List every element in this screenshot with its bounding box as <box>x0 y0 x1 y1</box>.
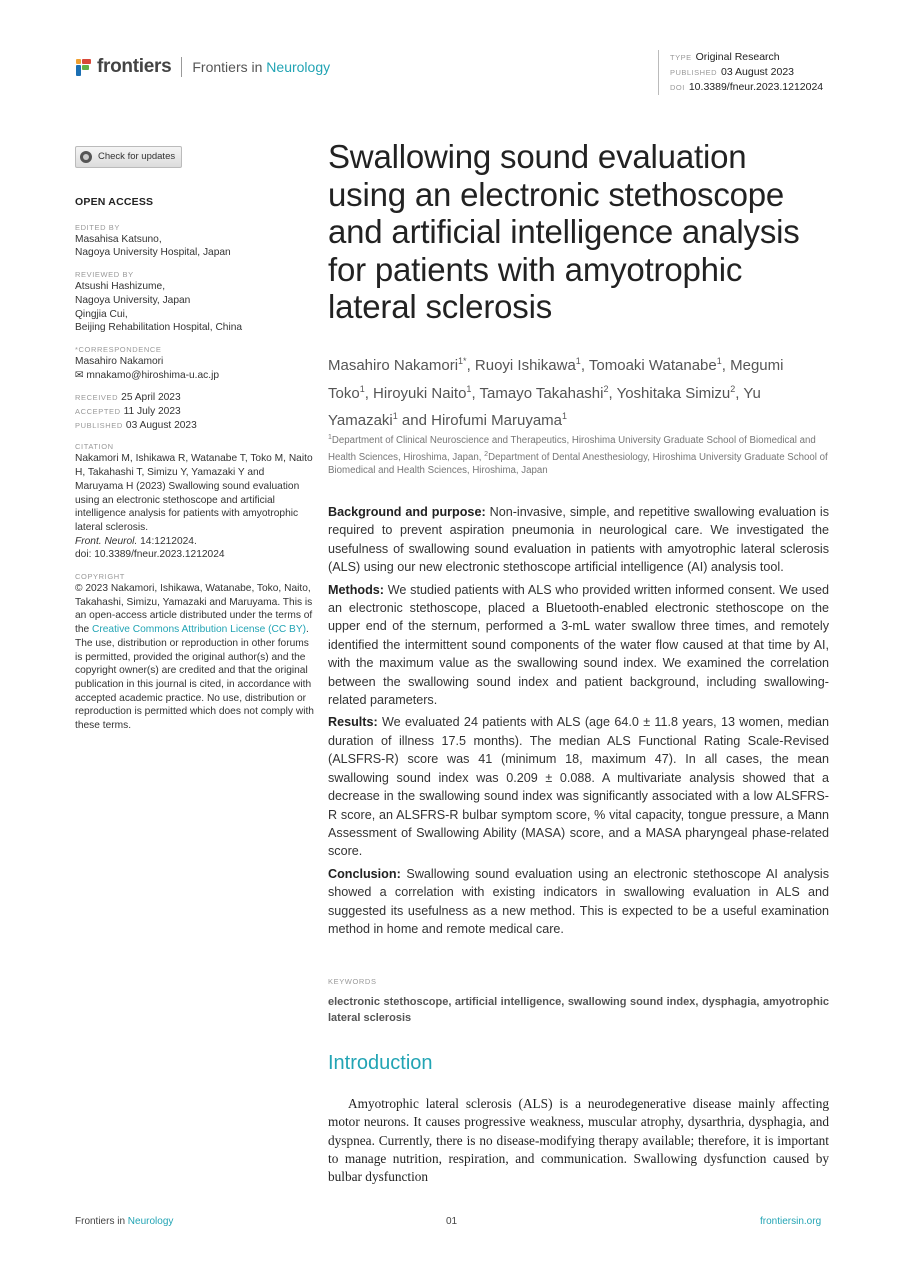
introduction-paragraph: Amyotrophic lateral sclerosis (ALS) is a neurodegenerative disease mainly affecting motor neurons. It causes progressive weakness, muscular atrophy, dysarthria, dysphagia, and dyspnea. Currently, there is no disease-modifying therapy available; therefore, it is important to manage nutrition, respiration, and communication. Swallowing dysfunction caused by bulbar dysfunction <box>328 1096 829 1185</box>
citation-text: Nakamori M, Ishikawa R, Watanabe T, Toko M, Naito H, Takahashi T, Simizu Y, Yamazaki Y and Maruyama H (2023) Swallowing sound evaluation using an electronic stethoscope and artificial intelligence analysis for patients with amyotrophic lateral sclerosis. Front. Neurol. 14:1212024. doi: 10.3389/fneur.2023.1212024 <box>75 453 313 561</box>
citation-label: CITATION <box>75 442 114 452</box>
abstract-methods: Methods: We studied patients with ALS who provided written informed consent. We used an electronic stethoscope, placed a Bluetooth-enabled electronic stethoscope on the upper end of the sternum, performed a 3-mL water swallow three times, and remotely identified the intermittent sound components of the water flow caused at that time by AI, with the maximum value as the swallowing sound index. We examined the correlation between the swallowing sound index and patient background, including swallowing-related parameters. <box>328 582 829 708</box>
author-name[interactable]: Masahiro Nakamori <box>328 357 459 374</box>
page-number: 01 <box>446 1216 458 1227</box>
reviewer-info: Atsushi Hashizume, Nagoya University, Japan Qingjia Cui, Beijing Rehabilitation Hospital, China <box>75 281 243 334</box>
abstract-background: Background and purpose: Non-invasive, simple, and repetitive swallowing evaluation is required to prevent aspiration pneumonia in neurological care. We investigated the usefulness of swallowing sound evaluation in patients with amyotrophic lateral sclerosis (ALS) using our new electronic stethoscope artificial intelligence (AI) analysis tool. <box>328 505 830 575</box>
author-list <box>328 350 828 433</box>
author-name[interactable]: Tomoaki Watanabe <box>588 357 717 374</box>
journal-logo[interactable] <box>75 55 330 79</box>
introduction-heading: Introduction <box>328 1052 433 1074</box>
open-access-label: OPEN ACCESS <box>75 196 154 208</box>
article-type: Original Research <box>695 51 780 63</box>
logo-divider <box>181 57 182 77</box>
author-name[interactable]: Hirofumi Maruyama <box>431 412 563 429</box>
author-separator: , <box>580 357 589 374</box>
author-separator: , <box>364 384 374 402</box>
correspondence-info: Masahiro Nakamori ✉ mnakamo@hiroshima-u.ac.jp <box>75 355 315 382</box>
sidebar-published-date: 03 August 2023 <box>125 419 197 431</box>
copyright-label: COPYRIGHT <box>75 572 125 582</box>
abstract <box>328 503 829 942</box>
check-for-updates-button[interactable]: Check for updates <box>75 146 182 168</box>
author-affiliation-marker: 1 <box>716 356 722 366</box>
author-affiliation-marker: 2 <box>730 383 736 394</box>
article-title: Swallowing sound evaluation using an electronic stethoscope and artificial intelligence analysis for patients with amyotrophic lateral sclerosis <box>328 138 800 325</box>
doi-link[interactable]: 10.3389/fneur.2023.1212024 <box>688 81 824 93</box>
reviewed-by-label: REVIEWED BY <box>75 270 134 280</box>
author-name[interactable]: Yu Yamazaki <box>328 384 761 429</box>
published-date: 03 August 2023 <box>721 66 794 78</box>
keywords-label: KEYWORDS <box>328 977 377 986</box>
author-affiliation-marker: 1 <box>466 383 472 394</box>
author-name[interactable]: Ruoyi Ishikawa <box>474 357 576 374</box>
article-meta: TYPE Original Research PUBLISHED 03 August 2023 DOI 10.3389/fneur.2023.1212024 <box>658 50 823 95</box>
author-separator: , <box>608 384 617 402</box>
author-name[interactable]: Megumi Toko <box>328 357 784 402</box>
copyright-text: © 2023 Nakamori, Ishikawa, Watanabe, Toko, Naito, Takahashi, Simizu, Yamazaki and Maruyama. This is an open-access article distributed under the terms of the Creative Commons Attribution License (CC BY). The use, distribution or reproduction in other forums is permitted, provided the original author(s) and the copyright owner(s) are credited and that the original publication in this journal is cited, in accordance with accepted academic practice. No use, distribution or reproduction is permitted which does not comply with these terms. <box>75 583 314 732</box>
abstract-results: Results: We evaluated 24 patients with ALS (age 64.0 ± 11.8 years, 13 women, median duration of illness 17.5 months). The median ALS Functional Rating Scale-Revised (ALSFRS-R) score was 41 (minimum 18, maximum 47). In all cases, the mean swallowing sound index was 0.209 ± 0.088. A multivariate analysis showed that a decrease in the swallowing sound index was significantly associated with a low ALSFRS-R score, an ALSFRS-R bulbar symptom score, % vital capacity, tongue pressure, a Mann Assessment of Swallowing Ability (MASA) score, and a MASA pharyngeal phase-related score. <box>328 715 829 859</box>
article-dates: RECEIVED 25 April 2023 ACCEPTED 11 July 2023 PUBLISHED 03 August 2023 <box>75 392 197 431</box>
author-name[interactable]: Tamayo Takahashi <box>479 384 604 402</box>
editor-info: Masahisa Katsuno, Nagoya University Hospital, Japan <box>75 233 231 259</box>
author-affiliation-marker: 1 <box>359 383 365 394</box>
author-separator: , <box>735 384 744 402</box>
author-affiliation-marker: 2 <box>603 383 609 394</box>
footer-journal[interactable]: Frontiers in Neurology <box>75 1216 174 1227</box>
frontiers-logo-icon <box>75 57 93 77</box>
edited-by-label: EDITED BY <box>75 222 120 232</box>
keywords: electronic stethoscope, artificial intelligence, swallowing sound index, dysphagia, amyotrophic lateral sclerosis <box>328 996 829 1024</box>
journal-name: Frontiers in Neurology <box>192 59 331 75</box>
author-affiliation-marker: 1* <box>458 356 467 366</box>
author-name[interactable]: Yoshitaka Simizu <box>616 384 731 402</box>
author-affiliation-marker: 1 <box>392 411 398 421</box>
abstract-conclusion: Conclusion: Swallowing sound evaluation using an electronic stethoscope AI analysis showed a correlation with existing indicators in swallowing evaluation in ALS and suggested its usefulness as a new method. This is expected to be a useful examination method in home and remote medical care. <box>328 866 829 936</box>
sidebar <box>75 146 315 733</box>
crossmark-icon <box>80 151 92 163</box>
author-separator: , <box>471 384 480 402</box>
author-affiliation-marker: 1 <box>562 411 568 421</box>
author-name[interactable]: Hiroyuki Naito <box>373 384 467 402</box>
cc-by-license-link[interactable]: Creative Commons Attribution License (CC BY) <box>92 624 307 636</box>
correspondence-email[interactable]: ✉ mnakamo@hiroshima-u.ac.jp <box>75 369 220 381</box>
author-separator: and <box>397 412 432 429</box>
author-separator: , <box>721 357 731 374</box>
brand-name: frontiers <box>97 56 172 77</box>
received-date: 25 April 2023 <box>121 392 181 404</box>
footer-site-link[interactable]: frontiersin.org <box>760 1216 822 1227</box>
author-separator: , <box>466 357 475 374</box>
author-affiliation-marker: 1 <box>575 356 581 366</box>
accepted-date: 11 July 2023 <box>123 406 181 418</box>
correspondence-label: *CORRESPONDENCE <box>75 344 162 354</box>
affiliations: $^1$Department of Clinical Neuroscience and Therapeutics, Hiroshima University Graduate School of Biomedical and Health Sciences, Hiroshima, Japan, $^2$Department of Dental Anesthesiology, Hiroshima University Graduate School of Biomedical and Health Sciences, Hiroshima, Japan <box>328 434 828 477</box>
envelope-icon: ✉ <box>75 369 84 381</box>
